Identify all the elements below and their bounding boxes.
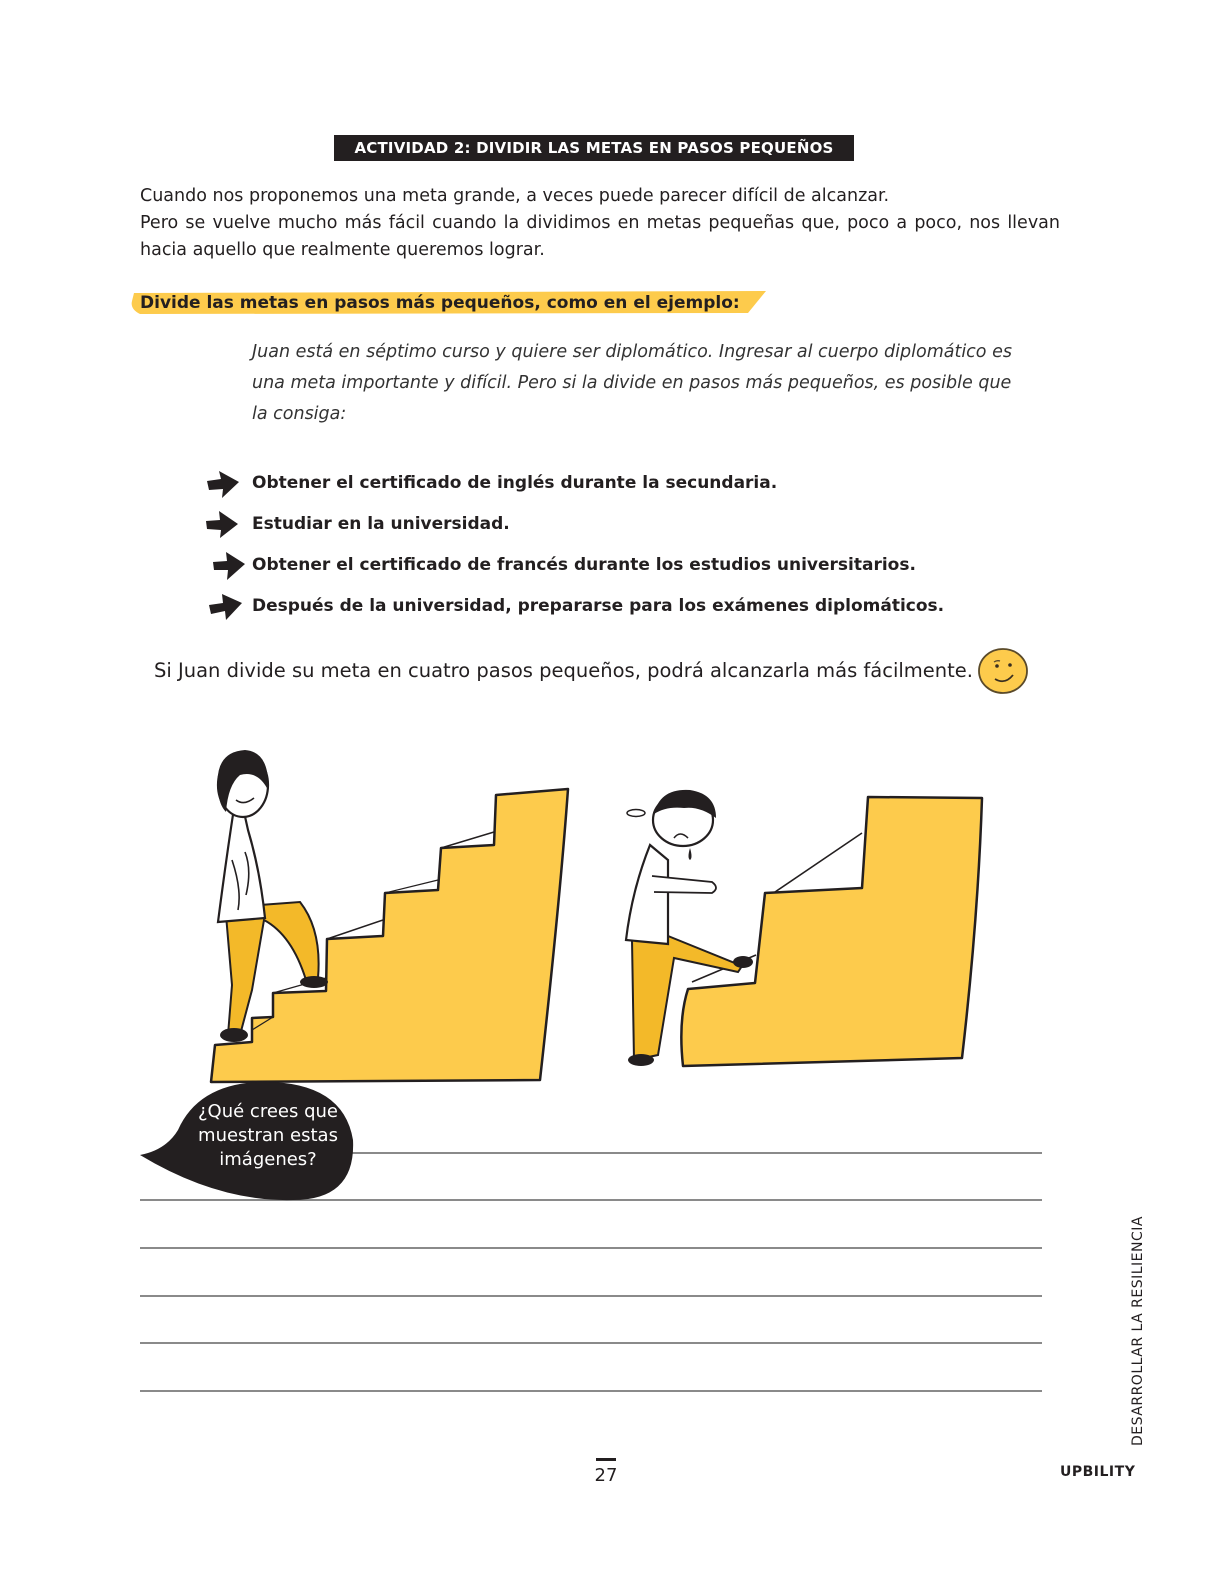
page-number-dash bbox=[596, 1458, 616, 1461]
answer-line[interactable] bbox=[330, 1152, 1042, 1154]
arrow-right-icon bbox=[205, 591, 245, 623]
instruction-text: Divide las metas en pasos más pequeños, como en el ejemplo: bbox=[140, 293, 740, 313]
instruction-highlight bbox=[130, 289, 770, 315]
step-text: Obtener el certificado de inglés durante la secundaria. bbox=[252, 473, 778, 493]
answer-line[interactable] bbox=[140, 1390, 1042, 1392]
stairs-illustration bbox=[130, 740, 1010, 1090]
intro-paragraph bbox=[140, 183, 1060, 264]
smiley-face-icon bbox=[975, 645, 1031, 697]
small-steps-staircase bbox=[211, 789, 568, 1082]
arrow-right-icon bbox=[205, 509, 241, 541]
activity-title: ACTIVIDAD 2: DIVIDIR LAS METAS EN PASOS PEQUEÑOS bbox=[334, 135, 854, 161]
answer-line[interactable] bbox=[140, 1295, 1042, 1297]
arrow-right-icon bbox=[205, 550, 247, 582]
conclusion-text: Si Juan divide su meta en cuatro pasos pequeños, podrá alcanzarla más fácilmente. bbox=[154, 659, 973, 682]
page-number: 27 bbox=[594, 1465, 618, 1486]
arrow-right-icon bbox=[205, 468, 241, 500]
example-paragraph: Juan está en séptimo curso y quiere ser diplomático. Ingresar al cuerpo diplomático es una meta importante y difícil. Pero si la divide en pasos más pequeños, es posible que la consiga: bbox=[252, 342, 1012, 424]
step-text: Después de la universidad, prepararse para los exámenes diplomáticos. bbox=[252, 596, 945, 616]
answer-line[interactable] bbox=[140, 1342, 1042, 1344]
large-steps-staircase bbox=[681, 797, 982, 1066]
step-text: Obtener el certificado de francés durante los estudios universitarios. bbox=[252, 555, 916, 575]
question-bubble-text: ¿Qué crees que muestran estas imágenes? bbox=[198, 1101, 338, 1170]
step-text: Estudiar en la universidad. bbox=[252, 514, 510, 534]
intro-line-2: Pero se vuelve mucho más fácil cuando la dividimos en metas pequeñas que, poco a poco, nos llevan hacia aquello que realmente queremos lograr. bbox=[140, 213, 1060, 260]
section-label: DESARROLLAR LA RESILIENCIA bbox=[1130, 1216, 1146, 1446]
intro-line-1: Cuando nos proponemos una meta grande, a veces puede parecer difícil de alcanzar. bbox=[140, 186, 890, 206]
answer-line[interactable] bbox=[140, 1247, 1042, 1249]
brand-logo: UPBILITY bbox=[1060, 1464, 1136, 1480]
